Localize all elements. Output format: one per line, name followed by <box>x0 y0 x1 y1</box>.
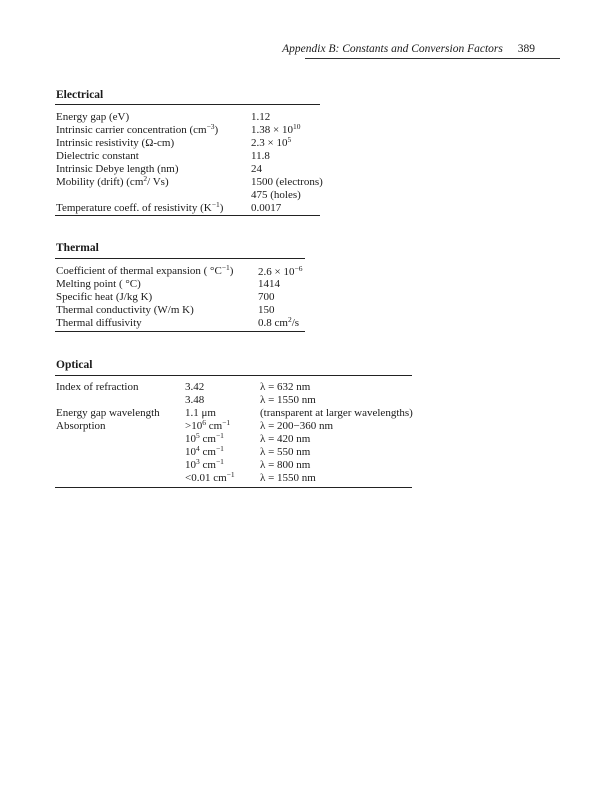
electrical-value: $2.3 \times 10^5$ <box>251 135 292 149</box>
thermal-title: Thermal <box>56 242 99 254</box>
optical-value: <0.01 $cm^{-1}$ <box>185 470 235 484</box>
optical-condition: λ = 800 nm <box>260 459 311 471</box>
electrical-top-rule <box>55 104 320 105</box>
electrical-value: 1500 (electrons) <box>251 176 323 188</box>
optical-condition: λ = 1550 nm <box>260 394 316 406</box>
optical-condition: λ = 632 nm <box>260 381 311 393</box>
optical-condition: λ = 200−360 nm <box>260 420 334 432</box>
running-header-title: Appendix B: Constants and Conversion Factors <box>282 43 503 55</box>
optical-value: $>10^6$ $cm^{-1}$ <box>185 418 231 432</box>
electrical-value: $1.38 \times 10^{10}$ <box>251 122 301 136</box>
electrical-label: Mobility (drift) ($cm^2/$ Vs) <box>56 174 169 188</box>
electrical-label: Temperature coeff. of resistivity $(K^{-1})$ <box>56 200 224 214</box>
thermal-value: 700 <box>258 291 275 303</box>
electrical-label: Intrinsic Debye length (nm) <box>56 163 179 175</box>
optical-value: 3.48 <box>185 394 205 406</box>
thermal-table <box>56 265 316 331</box>
optical-condition: λ = 420 nm <box>260 433 311 445</box>
thermal-top-rule <box>55 258 305 259</box>
electrical-value: 24 <box>251 163 262 175</box>
thermal-label: Thermal conductivity (W/m K) <box>56 304 194 316</box>
electrical-label: Intrinsic resistivity (Ω-cm) <box>56 137 175 149</box>
header-rule <box>305 58 560 59</box>
electrical-label: Energy gap (eV) <box>56 111 130 123</box>
thermal-label: Thermal diffusivity <box>56 317 142 329</box>
thermal-value: 150 <box>258 304 275 316</box>
thermal-label: Coefficient of thermal expansion ( $^\circ C^{-1}$) <box>56 263 234 277</box>
electrical-value: 11.8 <box>251 150 270 162</box>
electrical-bottom-rule <box>55 215 320 216</box>
optical-label: Index of refraction <box>56 381 139 393</box>
running-header <box>282 43 535 55</box>
optical-condition: λ = 550 nm <box>260 446 311 458</box>
thermal-label: Melting point ( °C) <box>56 278 141 290</box>
optical-value: $10^3$ $cm^{-1}$ <box>185 457 224 471</box>
electrical-label: Intrinsic carrier concentration $(cm^{-3})$ <box>56 122 219 136</box>
optical-bottom-rule <box>55 487 412 488</box>
optical-title: Optical <box>56 359 93 371</box>
electrical-table <box>56 111 326 215</box>
electrical-value: 0.0017 <box>251 202 282 214</box>
thermal-value: $2.6 \times 10^{-6}$ <box>258 264 303 278</box>
optical-value: $10^5$ $cm^{-1}$ <box>185 431 224 445</box>
thermal-label: Specific heat (J/kg K) <box>56 291 153 303</box>
thermal-value: 1414 <box>258 278 280 290</box>
electrical-title: Electrical <box>56 89 104 101</box>
optical-top-rule <box>55 375 412 376</box>
electrical-value: 1.12 <box>251 111 271 123</box>
thermal-bottom-rule <box>55 331 305 332</box>
electrical-label: Dielectric constant <box>56 150 139 162</box>
optical-condition: λ = 1550 nm <box>260 472 316 484</box>
optical-label: Absorption <box>56 420 106 432</box>
optical-value: 1.1 μm <box>185 407 216 419</box>
page-number: 389 <box>517 43 535 55</box>
optical-table <box>56 381 416 487</box>
thermal-value: 0.8 $cm^2/s$ <box>258 315 300 329</box>
electrical-value: 475 (holes) <box>251 189 301 201</box>
optical-value: $10^4$ $cm^{-1}$ <box>185 444 224 458</box>
optical-label: Energy gap wavelength <box>56 407 160 419</box>
optical-value: 3.42 <box>185 381 205 393</box>
optical-condition: (transparent at larger wavelengths) <box>260 407 413 419</box>
